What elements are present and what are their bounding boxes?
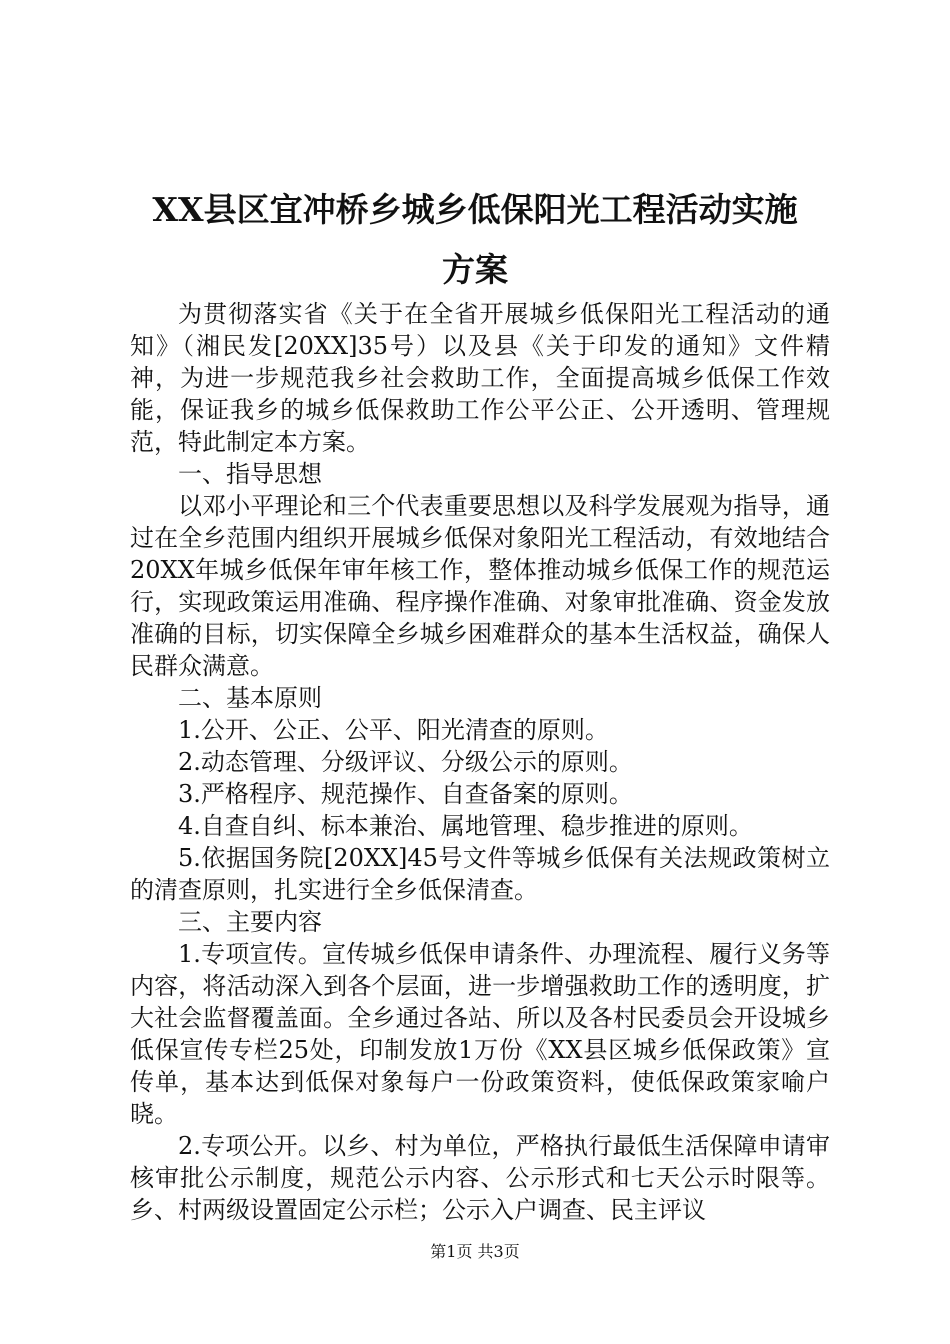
content-item: 1.专项宣传。宣传城乡低保申请条件、办理流程、履行义务等内容，将活动深入到各个层面，进一步增强救助工作的透明度，扩大社会监督覆盖面。全乡通过各站、所以及各村民委员会开设城乡低保宣传专栏25处，印制发放1万份《XX县区城乡低保政策》宣传单，基本达到低保对象每户一份政策资料，使低保政策家喻户晓。 bbox=[130, 940, 830, 1128]
document-title bbox=[120, 180, 830, 300]
paragraph-intro: 为贯彻落实省《关于在全省开展城乡低保阳光工程活动的通知》（湘民发[20XX]35号）以及县《关于印发的通知》文件精神，为进一步规范我乡社会救助工作，全面提高城乡低保工作效能，保证我乡的城乡低保救助工作公平公正、公开透明、管理规范，特此制定本方案。 bbox=[130, 300, 830, 456]
title-line-1: XX县区宜冲桥乡城乡低保阳光工程活动实施 bbox=[152, 190, 798, 229]
document-body bbox=[130, 298, 830, 1226]
principle-item: 5.依据国务院[20XX]45号文件等城乡低保有关法规政策树立的清查原则，扎实进行全乡低保清查。 bbox=[130, 844, 830, 904]
principle-item: 4.自查自纠、标本兼治、属地管理、稳步推进的原则。 bbox=[178, 812, 753, 840]
paragraph-guiding-thought: 以邓小平理论和三个代表重要思想以及科学发展观为指导，通过在全乡范围内组织开展城乡低保对象阳光工程活动，有效地结合20XX年城乡低保年审年核工作，整体推动城乡低保工作的规范运行，实现政策运用准确、程序操作准确、对象审批准确、资金发放准确的目标，切实保障全乡城乡困难群众的基本生活权益，确保人民群众满意。 bbox=[130, 492, 830, 680]
page-footer: 第1页 共3页 bbox=[430, 1242, 520, 1261]
principle-item: 3.严格程序、规范操作、自查备案的原则。 bbox=[178, 780, 633, 808]
principle-item: 1.公开、公正、公平、阳光清查的原则。 bbox=[178, 716, 609, 744]
principle-item: 2.动态管理、分级评议、分级公示的原则。 bbox=[178, 748, 633, 776]
heading-main-content: 三、主要内容 bbox=[178, 908, 322, 936]
heading-guiding-thought: 一、指导思想 bbox=[178, 460, 322, 488]
heading-basic-principles: 二、基本原则 bbox=[178, 684, 322, 712]
title-line-2: 方案 bbox=[442, 250, 508, 289]
content-item: 2.专项公开。以乡、村为单位，严格执行最低生活保障申请审核审批公示制度，规范公示内容、公示形式和七天公示时限等。乡、村两级设置固定公示栏；公示入户调查、民主评议 bbox=[130, 1132, 830, 1224]
